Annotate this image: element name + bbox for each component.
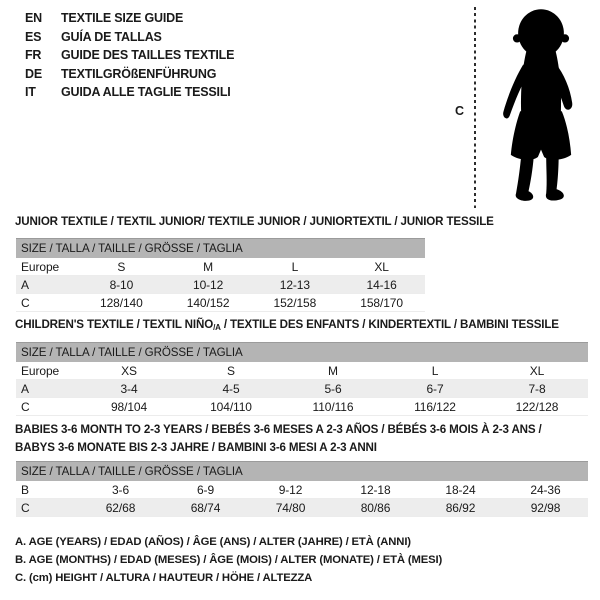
- table-row: [16, 362, 588, 380]
- lang-label: GUIDE DES TAILLES TEXTILE: [61, 48, 235, 63]
- size-cell: 92/98: [503, 499, 588, 517]
- lang-row-en: [25, 9, 234, 28]
- size-cell: S: [180, 362, 282, 380]
- babies-section-title: [15, 421, 542, 456]
- row-label: C: [16, 499, 78, 517]
- size-cell: 152/158: [252, 294, 339, 312]
- size-cell: 14-16: [338, 276, 425, 294]
- lang-label: GUÍA DE TALLAS: [61, 29, 162, 44]
- size-header-row: [16, 462, 588, 482]
- babies-title-line2: BABYS 3-6 MONATE BIS 2-3 JAHRE / BAMBINI 3-6 MESI A 2-3 ANNI: [15, 440, 377, 454]
- table-row: [16, 276, 425, 294]
- lang-label: TEXTILE SIZE GUIDE: [61, 11, 184, 25]
- size-cell: XL: [486, 362, 588, 380]
- lang-label: TEXTILGRÖßENFÜHRUNG: [61, 66, 217, 81]
- junior-section-title: JUNIOR TEXTILE / TEXTIL JUNIOR/ TEXTILE JUNIOR / JUNIORTEXTIL / JUNIOR TESSILE: [15, 215, 494, 228]
- size-cell: 122/128: [486, 398, 588, 416]
- lang-code: IT: [25, 85, 36, 100]
- size-cell: 12-13: [252, 276, 339, 294]
- row-label: Europe: [16, 258, 78, 276]
- size-cell: 7-8: [486, 380, 588, 398]
- size-cell: 158/170: [338, 294, 425, 312]
- lang-row-de: [25, 65, 234, 84]
- size-cell: M: [282, 362, 384, 380]
- lang-row-fr: [25, 46, 234, 65]
- legend-line-a: A. AGE (YEARS) / EDAD (AÑOS) / ÂGE (ANS) / ALTER (JAHRE) / ETÀ (ANNI): [15, 536, 411, 548]
- lang-row-es: [25, 28, 234, 47]
- size-cell: 6-7: [384, 380, 486, 398]
- size-cell: XL: [338, 258, 425, 276]
- legend-line-c: C. (cm) HEIGHT / ALTURA / HAUTEUR / HÖHE / ALTEZZA: [15, 571, 313, 584]
- size-cell: XS: [78, 362, 180, 380]
- babies-size-table: [16, 461, 588, 517]
- size-cell: 128/140: [78, 294, 165, 312]
- size-cell: 4-5: [180, 380, 282, 398]
- size-cell: S: [78, 258, 165, 276]
- size-cell: 9-12: [248, 481, 333, 499]
- size-cell: 10-12: [165, 276, 252, 294]
- size-cell: 104/110: [180, 398, 282, 416]
- row-label: C: [16, 294, 78, 312]
- size-cell: L: [384, 362, 486, 380]
- size-cell: 5-6: [282, 380, 384, 398]
- children-section-title: [15, 318, 559, 332]
- size-cell: 6-9: [163, 481, 248, 499]
- size-cell: L: [252, 258, 339, 276]
- children-title-sub: /A: [213, 323, 221, 332]
- size-cell: 8-10: [78, 276, 165, 294]
- size-cell: 18-24: [418, 481, 503, 499]
- children-size-table: [16, 342, 588, 416]
- row-label: A: [16, 380, 78, 398]
- size-cell: 110/116: [282, 398, 384, 416]
- size-cell: 74/80: [248, 499, 333, 517]
- children-title-post: / TEXTILE DES ENFANTS / KINDERTEXTIL / BAMBINI TESSILE: [220, 318, 559, 331]
- row-label: Europe: [16, 362, 78, 380]
- table-row: [16, 499, 588, 517]
- size-cell: 140/152: [165, 294, 252, 312]
- size-header-label: SIZE / TALLA / TAILLE / GRÖSSE / TAGLIA: [16, 462, 588, 482]
- row-label: A: [16, 276, 78, 294]
- lang-code: FR: [25, 48, 42, 63]
- babies-title-line1: BABIES 3-6 MONTH TO 2-3 YEARS / BEBÉS 3-6 MESES A 2-3 AÑOS / BÉBÉS 3-6 MOIS À 2-3 ANS /: [15, 423, 542, 436]
- size-cell: 3-4: [78, 380, 180, 398]
- size-cell: 80/86: [333, 499, 418, 517]
- lang-code: DE: [25, 66, 42, 81]
- toddler-silhouette-icon: [489, 6, 593, 206]
- size-header-row: [16, 343, 588, 363]
- table-row: [16, 258, 425, 276]
- height-dotted-line: [474, 7, 476, 208]
- size-cell: 68/74: [163, 499, 248, 517]
- size-cell: 98/104: [78, 398, 180, 416]
- size-header-row: [16, 239, 425, 259]
- legend-line-b: B. AGE (MONTHS) / EDAD (MESES) / ÂGE (MOIS) / ALTER (MONATE) / ETÀ (MESI): [15, 553, 443, 566]
- table-row: [16, 398, 588, 416]
- lang-row-it: [25, 83, 234, 102]
- size-cell: 3-6: [78, 481, 163, 499]
- lang-code: ES: [25, 29, 42, 44]
- size-header-label: SIZE / TALLA / TAILLE / GRÖSSE / TAGLIA: [16, 239, 425, 259]
- size-cell: 116/122: [384, 398, 486, 416]
- size-header-label: SIZE / TALLA / TAILLE / GRÖSSE / TAGLIA: [16, 343, 588, 363]
- size-cell: 24-36: [503, 481, 588, 499]
- measure-legend: [15, 534, 442, 587]
- row-label: C: [16, 398, 78, 416]
- row-label: B: [16, 481, 78, 499]
- size-cell: 62/68: [78, 499, 163, 517]
- table-row: [16, 481, 588, 499]
- language-list: [25, 9, 234, 102]
- size-cell: 12-18: [333, 481, 418, 499]
- lang-code: EN: [25, 11, 42, 25]
- height-label-c: C: [455, 104, 465, 118]
- junior-size-table: [16, 238, 425, 312]
- lang-label: GUIDA ALLE TAGLIE TESSILI: [61, 85, 231, 100]
- children-title-pre: CHILDREN'S TEXTILE / TEXTIL NIÑO: [15, 318, 214, 331]
- table-row: [16, 294, 425, 312]
- table-row: [16, 380, 588, 398]
- size-cell: M: [165, 258, 252, 276]
- size-cell: 86/92: [418, 499, 503, 517]
